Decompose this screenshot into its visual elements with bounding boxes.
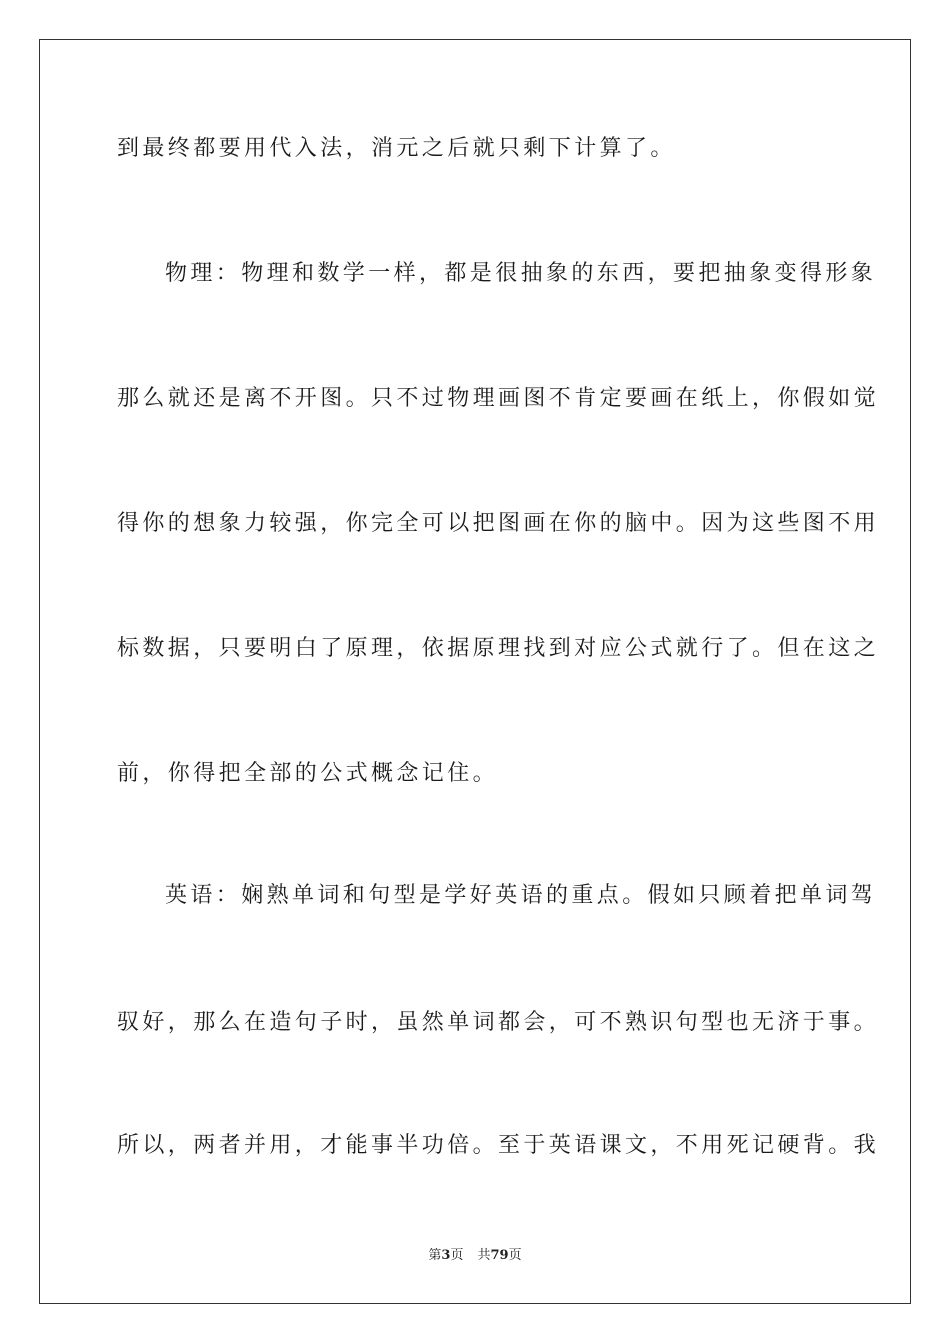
page-label-prefix: 第 (428, 1248, 442, 1263)
text-line: 得你的想象力较强，你完全可以把图画在你的脑中。因为这些图不用 (117, 511, 880, 536)
text-line: 所以，两者并用，才能事半功倍。至于英语课文，不用死记硬背。我 (117, 1133, 880, 1158)
text-line: 那么就还是离不开图。只不过物理画图不肯定要画在纸上，你假如觉 (117, 386, 880, 411)
page-border (39, 39, 911, 1304)
total-label-suffix: 页 (508, 1248, 522, 1263)
paragraph-english-start: 英语：娴熟单词和句型是学好英语的重点。假如只顾着把单词驾 (165, 883, 877, 908)
total-label-prefix: 共 (477, 1248, 491, 1263)
text-line: 驭好，那么在造句子时，虽然单词都会，可不熟识句型也无济于事。 (117, 1010, 880, 1035)
text-line: 到最终都要用代入法，消元之后就只剩下计算了。 (117, 136, 676, 161)
page-number: 3 (441, 1248, 451, 1263)
text-line: 前，你得把全部的公式概念记住。 (117, 761, 499, 786)
text-line: 标数据，只要明白了原理，依据原理找到对应公式就行了。但在这之 (117, 636, 880, 661)
total-pages: 79 (490, 1248, 509, 1263)
paragraph-physics-start: 物理：物理和数学一样，都是很抽象的东西，要把抽象变得形象 (165, 261, 877, 286)
page-label-suffix: 页 (450, 1248, 464, 1263)
page-footer (0, 1247, 950, 1265)
